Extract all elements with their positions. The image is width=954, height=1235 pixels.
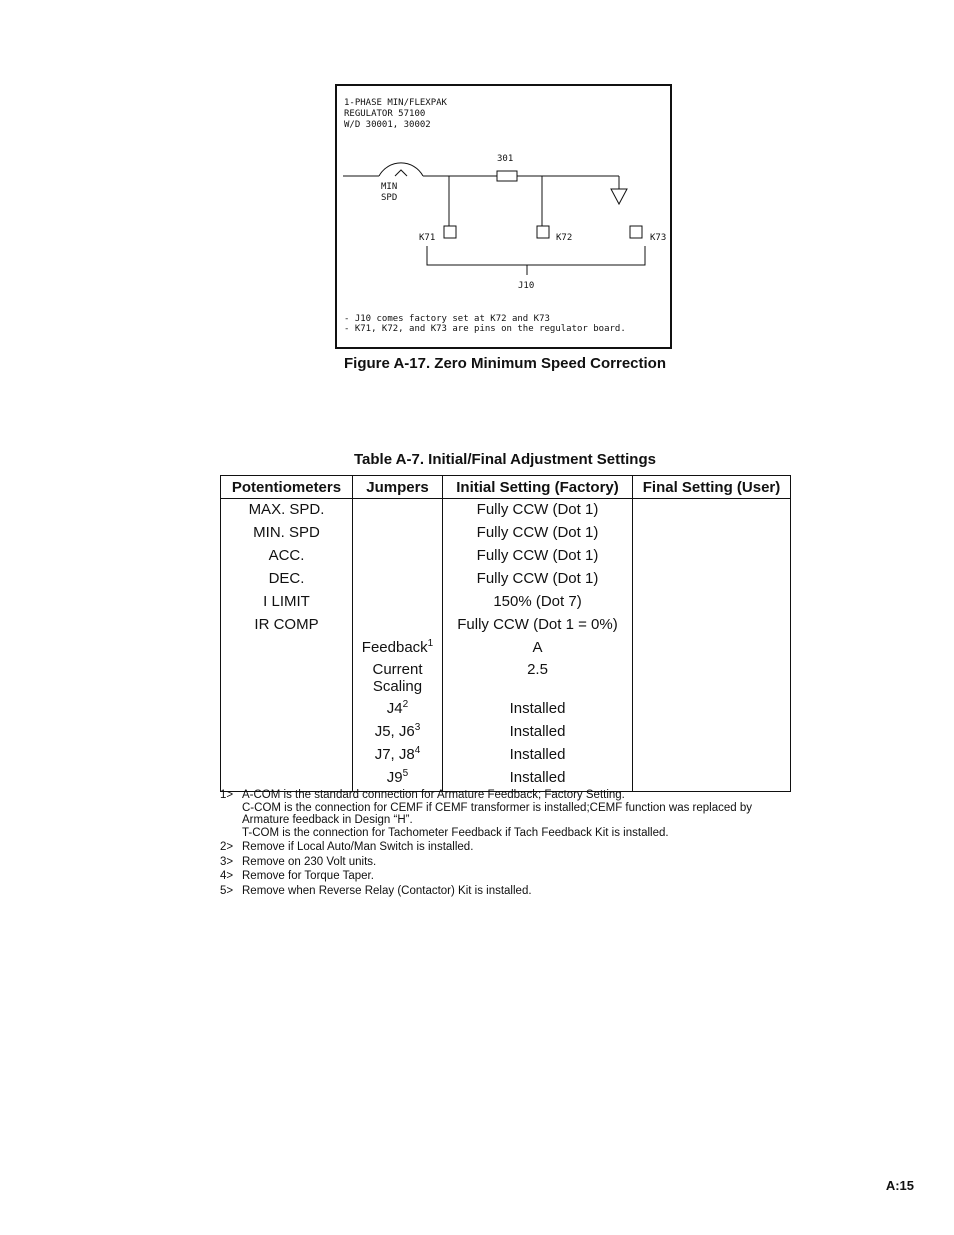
potentiometer-cell: [221, 722, 353, 745]
table-row: [221, 523, 791, 546]
ground-icon: [611, 189, 627, 204]
potentiometer-cell-text: DEC.: [268, 570, 305, 587]
table-row: [221, 615, 791, 638]
final-setting-cell: [633, 615, 791, 638]
final-setting-cell: [633, 661, 791, 699]
initial-setting-cell: [443, 523, 633, 546]
footnote: [220, 841, 790, 854]
potentiometer-cell: [221, 546, 353, 569]
jumper-cell-text: Feedback: [361, 639, 428, 656]
column-header-final-setting: Final Setting (User): [633, 476, 791, 499]
k71-pin: [444, 226, 456, 238]
footnote: [220, 870, 790, 883]
potentiometer-cell-text: IR COMP: [254, 616, 319, 633]
resistor-label: 301: [497, 154, 514, 164]
final-setting-cell: [633, 499, 791, 524]
footnote-body: [242, 841, 790, 854]
potentiometer-cell: [221, 638, 353, 661]
table-row: [221, 661, 791, 699]
footnote-text: Remove on 230 Volt units.: [242, 855, 377, 868]
final-setting-cell: [633, 768, 791, 792]
footnote: [220, 885, 790, 898]
table-row: [221, 638, 791, 661]
j10-label: J10: [518, 281, 535, 291]
figure-header-line: 1-PHASE MIN/FLEXPAK: [344, 98, 447, 108]
jumper-cell: [353, 592, 443, 615]
initial-setting-cell: [443, 638, 633, 661]
footnote-reference: 2: [402, 699, 409, 710]
footnote-number: 2>: [220, 841, 234, 853]
footnote-body: [242, 870, 790, 883]
j10-bracket: [427, 246, 645, 265]
column-header-initial-setting: Initial Setting (Factory): [443, 476, 633, 499]
figure-note: - K71, K72, and K73 are pins on the regulator board.: [344, 324, 626, 334]
figure-header-line: W/D 30001, 30002: [344, 120, 431, 130]
table-row: [221, 745, 791, 768]
jumper-cell-text: J4: [386, 700, 403, 717]
potentiometer-cell: [221, 592, 353, 615]
min-label: MIN: [381, 182, 398, 192]
initial-setting-cell: [443, 592, 633, 615]
initial-setting-cell-text: Fully CCW (Dot 1): [476, 547, 599, 564]
initial-setting-cell-text: Fully CCW (Dot 1): [476, 501, 599, 518]
footnote-text: C-COM is the connection for CEMF if CEMF transformer is installed;CEMF function was replaced by Armature feedback in Design “H”.: [242, 801, 752, 826]
table-row: [221, 722, 791, 745]
footnote-reference: 4: [414, 745, 421, 756]
initial-setting-cell: [443, 615, 633, 638]
jumper-cell: [353, 499, 443, 524]
footnote-text: A-COM is the standard connection for Armature Feedback; Factory Setting.: [242, 789, 625, 801]
column-header-jumpers: Jumpers: [353, 476, 443, 499]
footnote-reference: 5: [402, 768, 409, 779]
potentiometer-cell: [221, 768, 353, 792]
potentiometer-cell-text: MIN. SPD: [253, 524, 320, 541]
jumper-cell-text: Current Scaling: [372, 661, 423, 695]
jumper-cell: [353, 638, 443, 661]
figure-header-line: REGULATOR 57100: [344, 109, 426, 119]
potentiometer-cell: [221, 661, 353, 699]
table-row: [221, 569, 791, 592]
table-title: Table A-7. Initial/Final Adjustment Settings: [354, 451, 656, 468]
page-number: A:15: [885, 1178, 914, 1193]
table-row: [221, 768, 791, 792]
jumper-cell-text: J9: [386, 769, 403, 786]
potentiometer-cell-text: MAX. SPD.: [248, 501, 325, 518]
potentiometer-cell: [221, 499, 353, 524]
jumper-cell-text: J7, J8: [374, 746, 415, 763]
initial-setting-cell-text: 2.5: [527, 661, 548, 678]
jumper-cell: [353, 615, 443, 638]
initial-setting-cell-text: A: [532, 639, 543, 656]
jumper-cell: [353, 661, 443, 699]
initial-setting-cell-text: Installed: [509, 769, 566, 786]
initial-setting-cell-text: Fully CCW (Dot 1 = 0%): [457, 616, 618, 633]
final-setting-cell: [633, 592, 791, 615]
pot-wiper-icon: [395, 170, 407, 176]
jumper-cell: [353, 745, 443, 768]
potentiometer-cell: [221, 569, 353, 592]
final-setting-cell: [633, 745, 791, 768]
final-setting-cell: [633, 699, 791, 722]
table-header-row: [221, 476, 791, 499]
potentiometer-cell: [221, 699, 353, 722]
table-row: [221, 592, 791, 615]
footnote-text: Remove if Local Auto/Man Switch is installed.: [242, 841, 474, 853]
potentiometer-cell-text: I LIMIT: [263, 593, 310, 610]
final-setting-cell: [633, 569, 791, 592]
jumper-cell: [353, 699, 443, 722]
figure-note: - J10 comes factory set at K72 and K73: [344, 314, 550, 324]
footnote-reference: 3: [414, 722, 421, 733]
potentiometer-cell: [221, 615, 353, 638]
figure-caption: Figure A-17. Zero Minimum Speed Correction: [344, 355, 666, 372]
adjustment-settings-table: [220, 475, 791, 792]
footnote-number: 1>: [220, 789, 234, 801]
footnote-reference: 1: [427, 638, 434, 649]
initial-setting-cell: [443, 699, 633, 722]
k72-label: K72: [556, 233, 573, 243]
table-row: [221, 699, 791, 722]
table-row: [221, 499, 791, 524]
initial-setting-cell-text: Installed: [509, 746, 566, 763]
jumper-cell: [353, 546, 443, 569]
jumper-cell: [353, 523, 443, 546]
k71-label: K71: [419, 233, 436, 243]
initial-setting-cell-text: 150% (Dot 7): [493, 593, 582, 610]
jumper-cell: [353, 722, 443, 745]
schematic-drawing: [337, 86, 670, 347]
table-body: [221, 499, 791, 792]
initial-setting-cell: [443, 745, 633, 768]
column-header-potentiometers: Potentiometers: [221, 476, 353, 499]
initial-setting-cell: [443, 569, 633, 592]
footnote-number: 4>: [220, 870, 234, 882]
potentiometer-cell: [221, 745, 353, 768]
footnote-body: [242, 856, 790, 869]
final-setting-cell: [633, 638, 791, 661]
footnote-text: Remove when Reverse Relay (Contactor) Kit is installed.: [242, 884, 532, 897]
jumper-cell: [353, 569, 443, 592]
table-footnotes: [220, 789, 790, 899]
final-setting-cell: [633, 722, 791, 745]
footnote-text: Remove for Torque Taper.: [242, 870, 374, 882]
initial-setting-cell-text: Fully CCW (Dot 1): [476, 524, 599, 541]
footnote-body: [242, 885, 790, 898]
table-row: [221, 546, 791, 569]
final-setting-cell: [633, 523, 791, 546]
k73-pin: [630, 226, 642, 238]
initial-setting-cell: [443, 661, 633, 699]
potentiometer-cell: [221, 523, 353, 546]
schematic-figure: [335, 84, 672, 349]
jumper-cell-text: J5, J6: [374, 723, 415, 740]
footnote-number: 5>: [220, 884, 234, 897]
footnote: [220, 789, 790, 839]
k73-label: K73: [650, 233, 667, 243]
initial-setting-cell-text: Installed: [509, 700, 566, 717]
initial-setting-cell-text: Installed: [509, 723, 566, 740]
footnote-body: [242, 789, 790, 839]
initial-setting-cell-text: Fully CCW (Dot 1): [476, 570, 599, 587]
spd-label: SPD: [381, 193, 398, 203]
potentiometer-cell-text: ACC.: [268, 547, 305, 564]
initial-setting-cell: [443, 722, 633, 745]
footnote-number: 3>: [220, 855, 234, 868]
initial-setting-cell: [443, 546, 633, 569]
footnote: [220, 856, 790, 869]
initial-setting-cell: [443, 499, 633, 524]
resistor-301: [497, 171, 517, 181]
initial-setting-cell: [443, 768, 633, 792]
jumper-cell: [353, 768, 443, 792]
k72-pin: [537, 226, 549, 238]
final-setting-cell: [633, 546, 791, 569]
footnote-text: T-COM is the connection for Tachometer Feedback if Tach Feedback Kit is installed.: [242, 826, 669, 839]
